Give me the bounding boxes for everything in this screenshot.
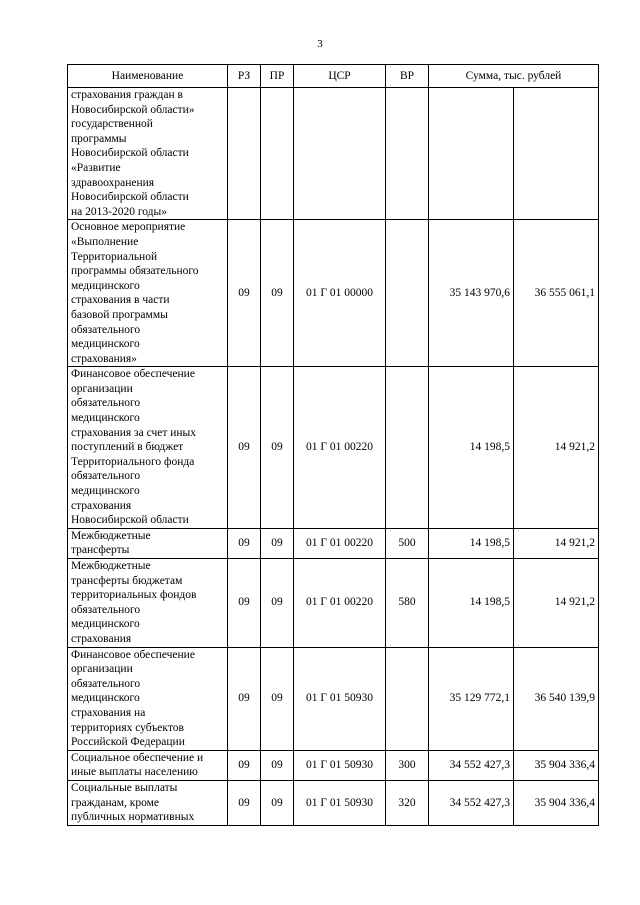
cell-name-line: обязательного (71, 470, 141, 483)
cell-name-line: Межбюджетные (71, 560, 151, 572)
cell-name (68, 367, 228, 529)
cell-name-line: «Выполнение (71, 235, 139, 248)
cell-name-line: Новосибирской области (71, 514, 189, 527)
column-header-rz: РЗ (228, 65, 261, 88)
cell-sum-year-1: 35 143 970,6 (429, 220, 514, 367)
cell-sum-year-2 (514, 88, 599, 220)
column-header-csr: ЦСР (294, 65, 386, 88)
cell-name-line: страхования граждан в (71, 89, 183, 101)
cell-sum-year-1: 35 129 772,1 (429, 647, 514, 750)
cell-pr (261, 88, 294, 220)
cell-csr: 01 Г 01 50930 (294, 780, 386, 825)
column-header-pr: ПР (261, 65, 294, 88)
cell-name (68, 88, 228, 220)
table-row (68, 528, 599, 558)
cell-rz: 09 (228, 559, 261, 648)
cell-pr: 09 (261, 647, 294, 750)
cell-csr: 01 Г 01 50930 (294, 750, 386, 780)
cell-sum-year-2: 36 555 061,1 (514, 220, 599, 367)
cell-name-line: гражданам, кроме (71, 796, 160, 809)
cell-name-line: здравоохранения (71, 176, 155, 189)
cell-name-line: страхования в части (71, 294, 170, 307)
cell-pr: 09 (261, 528, 294, 558)
cell-rz: 09 (228, 220, 261, 367)
cell-name (68, 220, 228, 367)
cell-name-line: Финансовое обеспечение (71, 368, 195, 381)
cell-name-line: базовой программы (71, 308, 168, 321)
cell-sum-year-1: 34 552 427,3 (429, 750, 514, 780)
cell-name-line: медицинского (71, 485, 140, 498)
column-header-name: Наименование (68, 65, 228, 88)
cell-name-line: Новосибирской области (71, 191, 189, 204)
cell-sum-year-1: 14 198,5 (429, 367, 514, 529)
cell-name-line: программы обязательного (71, 265, 199, 278)
cell-vr (386, 367, 429, 529)
cell-rz: 09 (228, 528, 261, 558)
cell-rz (228, 88, 261, 220)
cell-name-line: трансферты бюджетам (71, 574, 183, 587)
cell-name-line: на 2013-2020 годы» (71, 205, 168, 218)
cell-name-line: медицинского (71, 412, 140, 425)
cell-vr: 320 (386, 780, 429, 825)
cell-pr: 09 (261, 559, 294, 648)
cell-csr: 01 Г 01 00220 (294, 559, 386, 648)
cell-name-line: организации (71, 663, 133, 676)
cell-name-line: организации (71, 382, 133, 395)
cell-name-line: программы (71, 132, 127, 145)
cell-csr: 01 Г 01 50930 (294, 647, 386, 750)
cell-name-line: Межбюджетные (71, 529, 151, 542)
cell-vr: 300 (386, 750, 429, 780)
cell-name-line: страхования (71, 499, 132, 512)
cell-name (68, 780, 228, 825)
cell-csr: 01 Г 01 00220 (294, 528, 386, 558)
cell-vr (386, 220, 429, 367)
cell-name-line: медицинского (71, 692, 140, 705)
cell-name-line: Новосибирской области (71, 147, 189, 160)
table-row (68, 88, 599, 220)
cell-name-line: Территориального фонда (71, 455, 195, 468)
cell-csr (294, 88, 386, 220)
cell-name-line: Финансовое обеспечение (71, 648, 195, 661)
cell-name-line: Российской Федерации (71, 736, 185, 749)
cell-vr (386, 88, 429, 220)
cell-name (68, 559, 228, 648)
cell-name (68, 528, 228, 558)
cell-rz: 09 (228, 367, 261, 529)
cell-name-line: страхования (71, 632, 132, 645)
cell-sum-year-2: 14 921,2 (514, 528, 599, 558)
cell-name-line: обязательного (71, 603, 141, 616)
cell-name-line: «Развитие (71, 161, 121, 174)
column-header-sum: Сумма, тыс. рублей (429, 65, 599, 88)
cell-name-line: Новосибирской области» (71, 103, 195, 116)
cell-name-line: медицинского (71, 618, 140, 631)
cell-name-line: иные выплаты населению (71, 766, 198, 779)
cell-csr: 01 Г 01 00220 (294, 367, 386, 529)
cell-pr: 09 (261, 220, 294, 367)
cell-vr (386, 647, 429, 750)
page-number: 3 (317, 38, 323, 50)
cell-sum-year-1 (429, 88, 514, 220)
cell-name-line: поступлений в бюджет (71, 441, 184, 454)
table-body (68, 88, 599, 826)
cell-name-line: территориях субъектов (71, 721, 184, 734)
cell-pr: 09 (261, 780, 294, 825)
cell-name (68, 750, 228, 780)
cell-name-line: страхования за счет иных (71, 426, 197, 439)
cell-name-line: трансферты (71, 544, 130, 557)
cell-name-line: публичных нормативных (71, 811, 195, 824)
cell-pr: 09 (261, 367, 294, 529)
cell-name-line: территориальных фондов (71, 589, 197, 602)
cell-rz: 09 (228, 780, 261, 825)
table-header-row (68, 65, 599, 88)
cell-name-line: Социальные выплаты (71, 781, 178, 794)
cell-sum-year-1: 14 198,5 (429, 528, 514, 558)
cell-sum-year-2: 35 904 336,4 (514, 750, 599, 780)
cell-name (68, 647, 228, 750)
cell-name-line: медицинского (71, 338, 140, 351)
cell-name-line: Основное мероприятие (71, 221, 186, 234)
cell-vr: 500 (386, 528, 429, 558)
cell-sum-year-1: 34 552 427,3 (429, 780, 514, 825)
cell-sum-year-2: 14 921,2 (514, 367, 599, 529)
cell-sum-year-2: 14 921,2 (514, 559, 599, 648)
table-row (68, 367, 599, 529)
cell-sum-year-2: 35 904 336,4 (514, 780, 599, 825)
cell-name-line: Территориальной (71, 250, 158, 263)
cell-sum-year-2: 36 540 139,9 (514, 647, 599, 750)
cell-name-line: обязательного (71, 323, 141, 336)
cell-sum-year-1: 14 198,5 (429, 559, 514, 648)
budget-table (67, 64, 599, 826)
cell-name-line: обязательного (71, 397, 141, 410)
cell-rz: 09 (228, 647, 261, 750)
cell-name-line: страхования» (71, 352, 137, 365)
cell-name-line: Социальное обеспечение и (71, 751, 204, 764)
table-row (68, 750, 599, 780)
cell-name-line: обязательного (71, 677, 141, 690)
cell-csr: 01 Г 01 00000 (294, 220, 386, 367)
cell-rz: 09 (228, 750, 261, 780)
cell-name-line: медицинского (71, 279, 140, 292)
column-header-vr: ВР (386, 65, 429, 88)
table-row (68, 220, 599, 367)
table-row (68, 647, 599, 750)
cell-pr: 09 (261, 750, 294, 780)
cell-name-line: государственной (71, 118, 153, 131)
table-row (68, 780, 599, 825)
table-row (68, 559, 599, 648)
cell-vr: 580 (386, 559, 429, 648)
cell-name-line: страхования на (71, 706, 146, 719)
